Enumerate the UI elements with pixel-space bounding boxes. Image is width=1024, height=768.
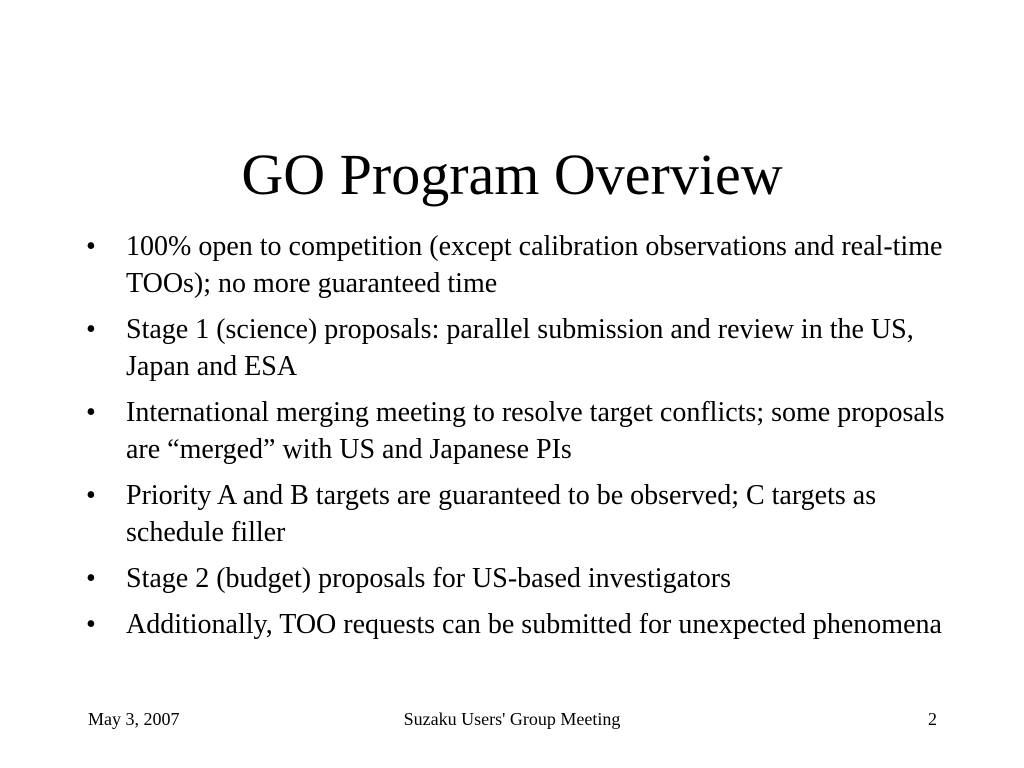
slide-title: GO Program Overview <box>241 141 783 207</box>
list-item <box>86 477 956 551</box>
bullet-icon: • <box>86 480 96 511</box>
list-item <box>86 606 956 643</box>
footer-meeting-name: Suzaku Users' Group Meeting <box>403 709 621 729</box>
bullet-icon: • <box>86 314 96 345</box>
bullet-icon: • <box>86 609 96 640</box>
bullet-icon: • <box>86 563 96 594</box>
bullet-text: Stage 1 (science) proposals: parallel submission and review in the US, Japan and ESA <box>126 314 914 382</box>
footer-date: May 3, 2007 <box>88 709 180 729</box>
bullet-text: Priority A and B targets are guaranteed to be observed; C targets as schedule filler <box>126 480 877 548</box>
bullet-text: International merging meeting to resolve target conflicts; some proposals are “merged” with US and Japanese PIs <box>126 397 945 465</box>
bullet-text: Stage 2 (budget) proposals for US-based investigators <box>126 563 731 594</box>
bullet-list <box>86 228 956 652</box>
list-item <box>86 228 956 302</box>
bullet-icon: • <box>86 231 96 262</box>
bullet-text: 100% open to competition (except calibration observations and real-time TOOs); no more guaranteed time <box>126 231 943 299</box>
page-number: 2 <box>928 709 937 729</box>
list-item <box>86 394 956 468</box>
list-item <box>86 311 956 385</box>
list-item <box>86 560 956 597</box>
bullet-text: Additionally, TOO requests can be submitted for unexpected phenomena <box>126 609 942 640</box>
bullet-icon: • <box>86 397 96 428</box>
